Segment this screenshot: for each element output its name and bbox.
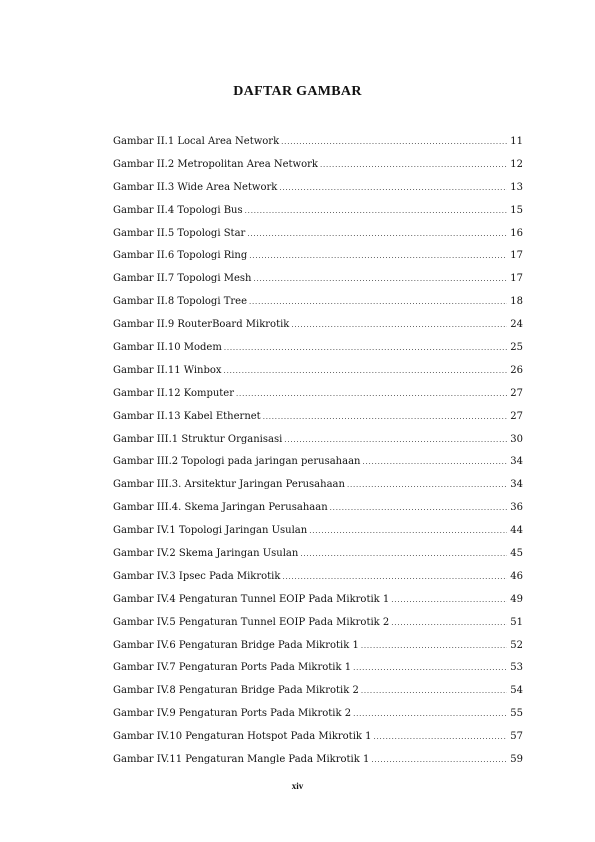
figure-list-item: [113, 706, 523, 729]
figure-list-item: [113, 477, 523, 500]
figure-caption: Gambar II.10 Modem: [113, 342, 222, 354]
dot-leader: [236, 386, 507, 402]
dot-leader: [330, 500, 508, 516]
figure-page-number: 59: [510, 754, 523, 766]
dot-leader: [353, 660, 507, 676]
figure-list-item: [113, 729, 523, 752]
figure-caption: Gambar II.1 Local Area Network: [113, 136, 280, 147]
figure-page-number: 12: [510, 158, 523, 170]
figure-caption: Gambar II.5 Topologi Star: [113, 227, 246, 239]
dot-leader: [247, 226, 507, 242]
figure-caption: Gambar II.3 Wide Area Network: [113, 181, 278, 193]
figure-list-item: [113, 432, 523, 455]
figure-caption: Gambar IV.5 Pengaturan Tunnel EOIP Pada Mikrotik 2: [113, 616, 390, 628]
figure-caption: Gambar II.11 Winbox: [113, 364, 222, 376]
dot-leader: [279, 180, 507, 196]
figure-list: [113, 134, 523, 775]
figure-caption: Gambar IV.11 Pengaturan Mangle Pada Mikrotik 1: [113, 754, 370, 766]
figure-caption: Gambar III.2 Topologi pada jaringan perusahaan: [113, 456, 361, 468]
figure-page-number: 26: [510, 364, 523, 376]
dot-leader: [263, 409, 508, 425]
figure-caption: Gambar III.4. Skema Jaringan Perusahaan: [113, 502, 328, 514]
figure-page-number: 51: [510, 616, 523, 628]
dot-leader: [282, 569, 507, 585]
figure-list-item: [113, 363, 523, 386]
figure-page-number: 16: [510, 227, 523, 239]
dot-leader: [284, 432, 507, 448]
dot-leader: [309, 523, 507, 539]
figure-page-number: 54: [510, 685, 523, 697]
dot-leader: [347, 477, 507, 493]
figure-caption: Gambar III.3. Arsitektur Jaringan Perusahaan: [113, 479, 345, 491]
figure-caption: Gambar II.8 Topologi Tree: [113, 296, 247, 308]
figure-page-number: 57: [510, 731, 523, 743]
figure-page-number: 53: [510, 662, 523, 674]
figure-caption: Gambar IV.4 Pengaturan Tunnel EOIP Pada Mikrotik 1: [113, 593, 390, 605]
figure-page-number: 15: [510, 204, 523, 216]
figure-caption: Gambar II.2 Metropolitan Area Network: [113, 158, 318, 170]
figure-page-number: 18: [510, 296, 523, 308]
figure-page-number: 49: [510, 593, 523, 605]
figure-page-number: 27: [510, 410, 523, 422]
dot-leader: [362, 454, 507, 470]
figure-caption: Gambar IV.3 Ipsec Pada Mikrotik: [113, 570, 281, 582]
dot-leader: [371, 752, 507, 768]
figure-list-item: [113, 294, 523, 317]
figure-page-number: 45: [510, 548, 523, 560]
figure-list-item: [113, 500, 523, 523]
dot-leader: [291, 317, 507, 333]
figure-page-number: 24: [510, 319, 523, 331]
figure-list-item: [113, 409, 523, 432]
figure-page-number: 17: [510, 250, 523, 262]
figure-list-item: [113, 546, 523, 569]
figure-list-item: [113, 569, 523, 592]
figure-caption: Gambar III.1 Struktur Organisasi: [113, 433, 283, 445]
figure-caption: Gambar IV.6 Pengaturan Bridge Pada Mikrotik 1: [113, 639, 359, 651]
figure-caption: Gambar II.13 Kabel Ethernet: [113, 410, 261, 422]
figure-list-item: [113, 752, 523, 775]
figure-list-item: [113, 523, 523, 546]
dot-leader: [249, 248, 507, 264]
figure-list-item: [113, 638, 523, 661]
figure-caption: Gambar IV.1 Topologi Jaringan Usulan: [113, 525, 308, 537]
figure-caption: Gambar IV.7 Pengaturan Ports Pada Mikrotik 1: [113, 662, 352, 674]
figure-page-number: 30: [510, 433, 523, 445]
figure-page-number: 25: [510, 342, 523, 354]
figure-list-item: [113, 660, 523, 683]
dot-leader: [245, 203, 508, 219]
dot-leader: [281, 134, 507, 150]
figure-page-number: 17: [510, 273, 523, 285]
figure-page-number: 27: [510, 387, 523, 399]
page-number: xiv: [291, 781, 304, 791]
figure-list-item: [113, 271, 523, 294]
figure-caption: Gambar II.7 Topologi Mesh: [113, 273, 252, 285]
figure-list-item: [113, 226, 523, 249]
figure-list-item: [113, 317, 523, 340]
dot-leader: [249, 294, 507, 310]
figure-page-number: 34: [510, 456, 523, 468]
dot-leader: [224, 363, 508, 379]
figure-list-item: [113, 340, 523, 363]
figure-caption: Gambar II.6 Topologi Ring: [113, 250, 248, 262]
figure-caption: Gambar IV.8 Pengaturan Bridge Pada Mikrotik 2: [113, 685, 359, 697]
figure-caption: Gambar IV.9 Pengaturan Ports Pada Mikrotik 2: [113, 708, 352, 720]
figure-caption: Gambar II.4 Topologi Bus: [113, 204, 243, 216]
figure-page-number: 36: [510, 502, 523, 514]
figure-caption: Gambar II.9 RouterBoard Mikrotik: [113, 319, 290, 331]
figure-page-number: 13: [510, 181, 523, 193]
figure-list-item: [113, 134, 523, 157]
figure-caption: Gambar IV.2 Skema Jaringan Usulan: [113, 548, 299, 560]
figure-page-number: 11: [510, 136, 523, 147]
dot-leader: [320, 157, 507, 173]
figure-list-item: [113, 683, 523, 706]
figure-list-item: [113, 248, 523, 271]
figure-list-item: [113, 203, 523, 226]
dot-leader: [391, 615, 507, 631]
dot-leader: [353, 706, 507, 722]
dot-leader: [361, 683, 507, 699]
figure-page-number: 46: [510, 570, 523, 582]
dot-leader: [361, 638, 507, 654]
figure-caption: Gambar IV.10 Pengaturan Hotspot Pada Mikrotik 1: [113, 731, 372, 743]
figure-caption: Gambar II.12 Komputer: [113, 387, 235, 399]
figure-page-number: 44: [510, 525, 523, 537]
figure-page-number: 34: [510, 479, 523, 491]
dot-leader: [224, 340, 507, 356]
figure-list-item: [113, 454, 523, 477]
figure-page-number: 52: [510, 639, 523, 651]
dot-leader: [300, 546, 507, 562]
dot-leader: [374, 729, 508, 745]
figure-list-item: [113, 592, 523, 615]
figure-list-item: [113, 180, 523, 203]
figure-list-item: [113, 615, 523, 638]
dot-leader: [253, 271, 507, 287]
figure-list-item: [113, 157, 523, 180]
dot-leader: [391, 592, 507, 608]
page-title: DAFTAR GAMBAR: [233, 84, 362, 99]
figure-page-number: 55: [510, 708, 523, 720]
figure-list-item: [113, 386, 523, 409]
